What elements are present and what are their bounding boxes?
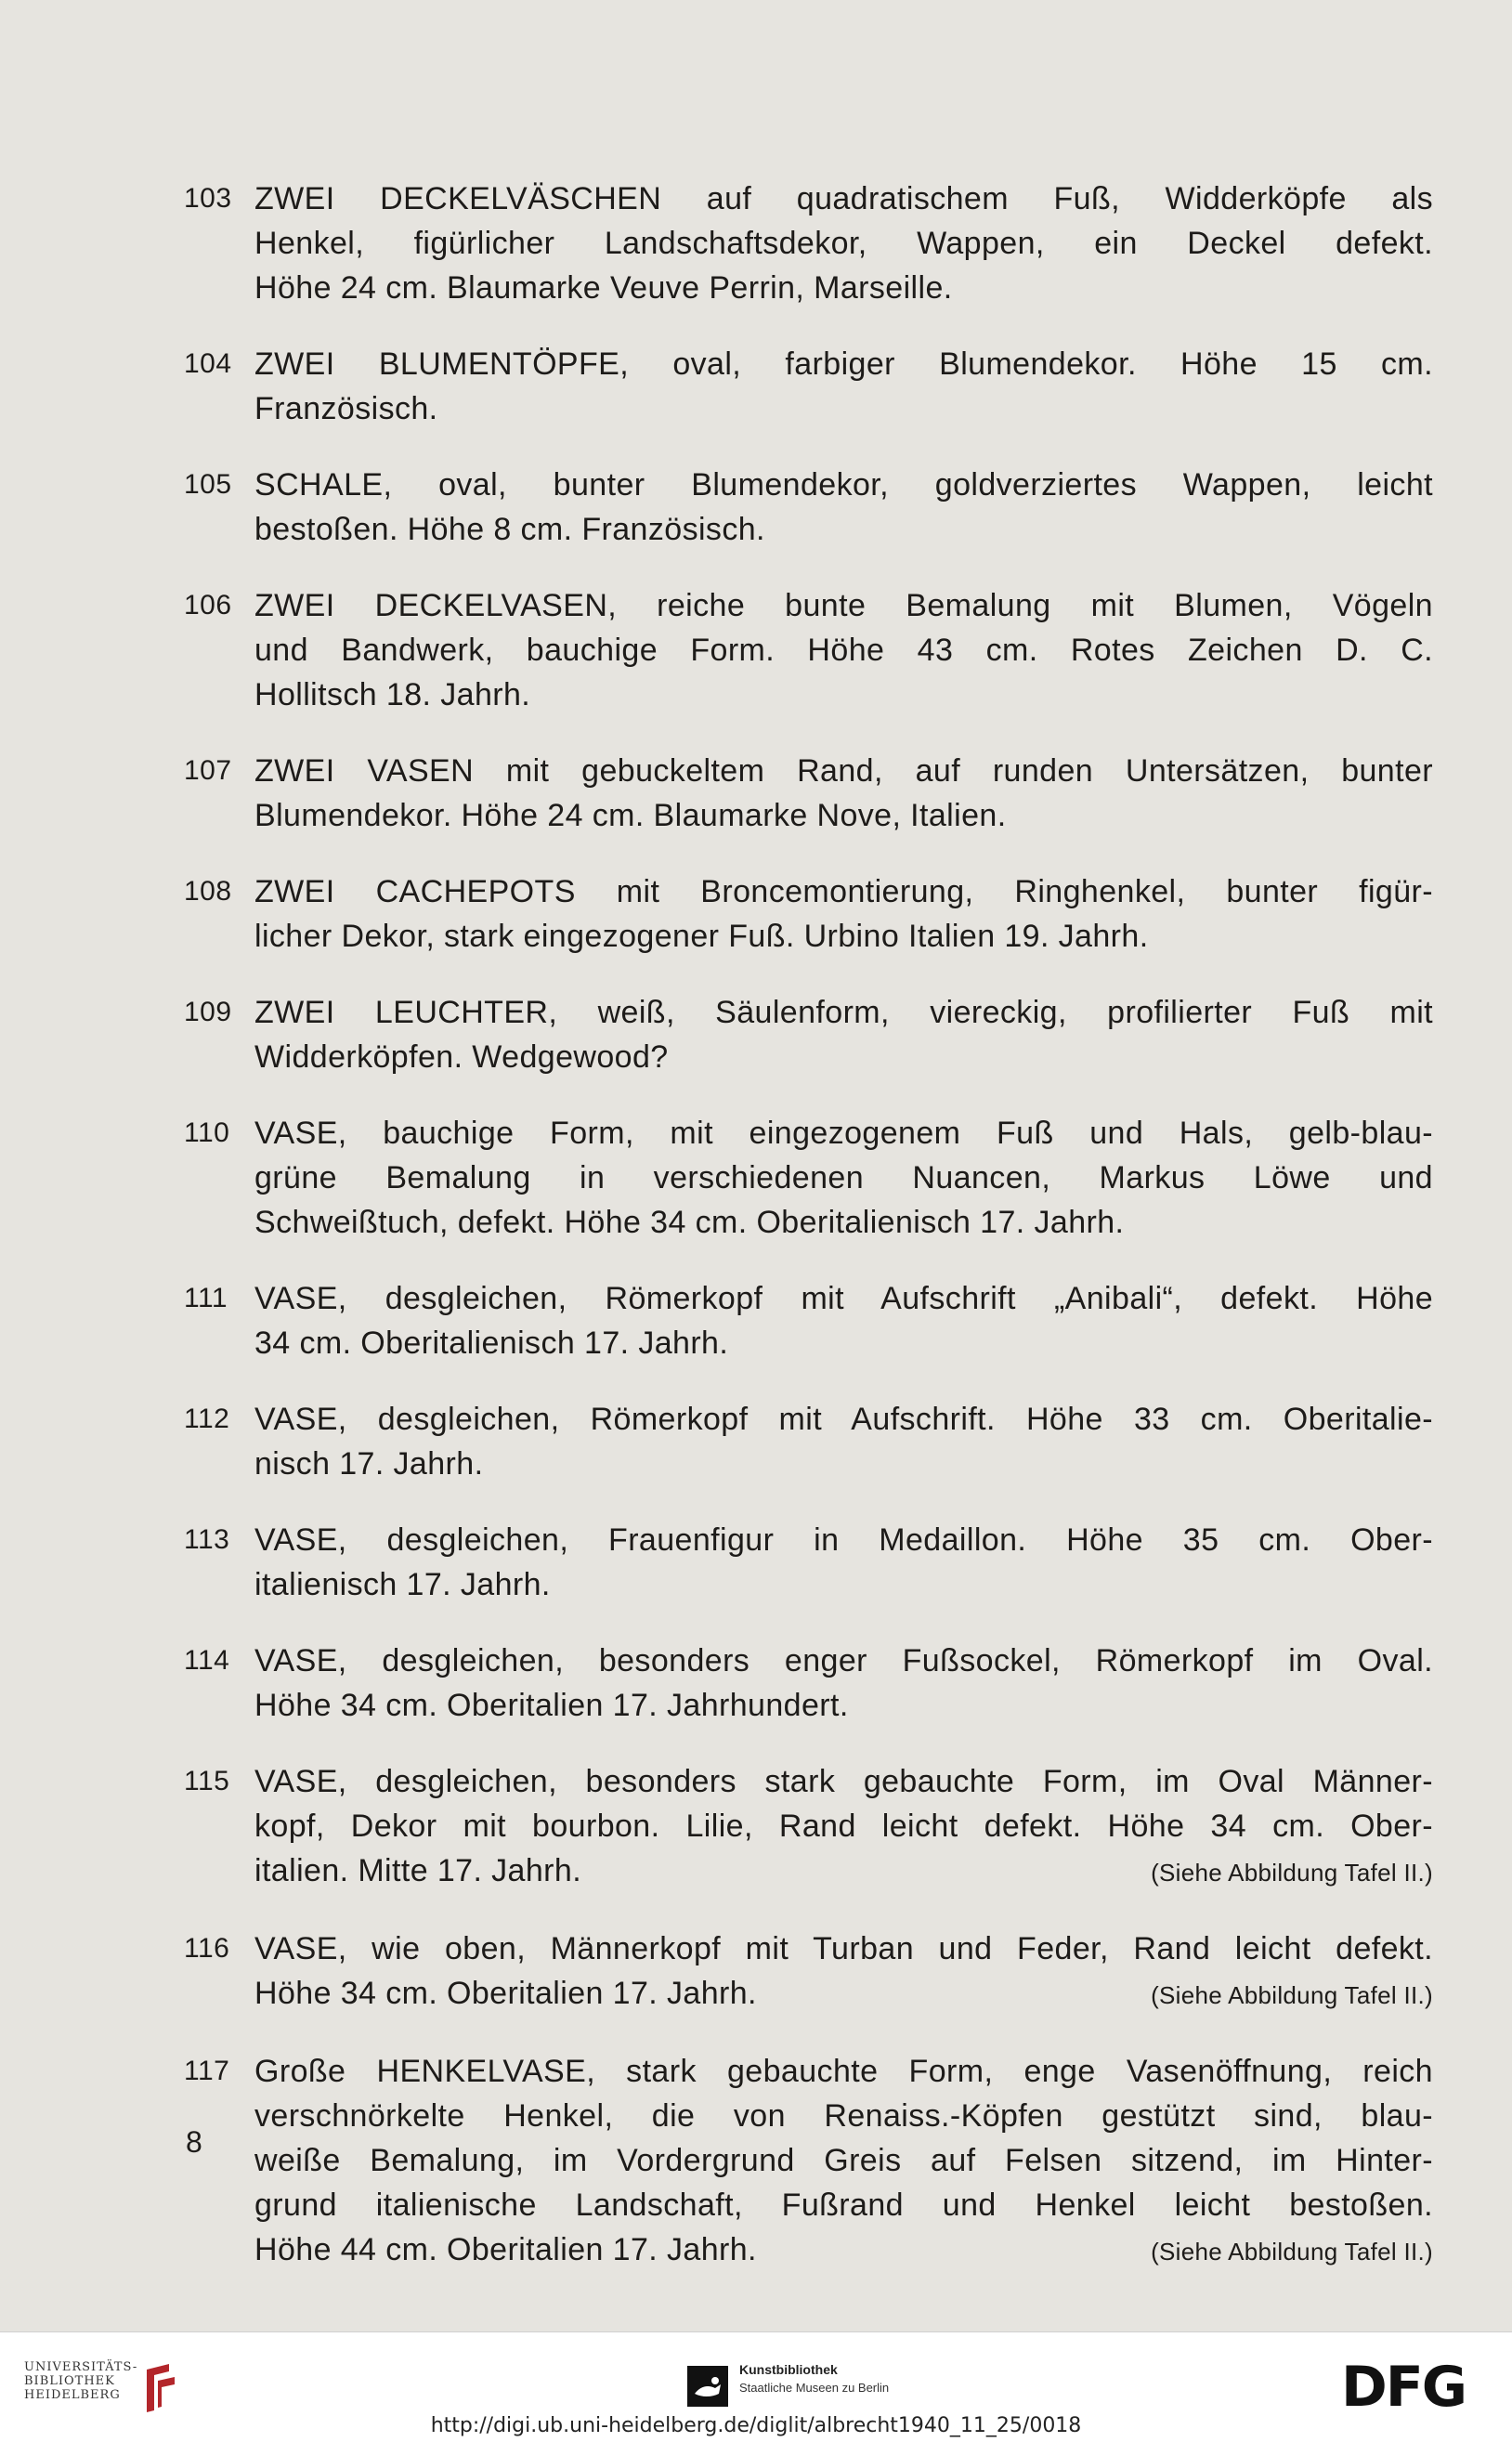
catalogue-entry xyxy=(184,1276,1433,1365)
catalogue-entry xyxy=(184,990,1433,1079)
catalogue-entry xyxy=(184,1111,1433,1245)
entry-line: VASE, desgleichen, besonders enger Fußsockel, Römerkopf im Oval. xyxy=(254,1643,1433,1678)
entry-number: 106 xyxy=(184,590,232,620)
entry-description xyxy=(254,869,1433,959)
entry-description xyxy=(254,463,1433,552)
entry-description xyxy=(254,1926,1433,2018)
entry-line: VASE, wie oben, Männerkopf mit Turban und Feder, Rand leicht defekt. xyxy=(254,1931,1433,1966)
entry-line: Große HENKELVASE, stark gebauchte Form, enge Vasenöffnung, reich xyxy=(254,2054,1433,2089)
university-name: UNIVERSITÄTS- BIBLIOTHEK HEIDELBERG xyxy=(24,2360,138,2402)
catalogue-entries xyxy=(184,176,1433,2305)
entry-line: ZWEI CACHEPOTS mit Broncemontierung, Ringhenkel, bunter figür- xyxy=(254,874,1433,909)
kunstbibliothek-icon xyxy=(687,2366,728,2407)
page-number: 8 xyxy=(186,2125,202,2159)
catalogue-entry xyxy=(184,1639,1433,1728)
entry-line: licher Dekor, stark eingezogener Fuß. Urbino Italien 19. Jahrh. xyxy=(254,919,1149,954)
kunstbibliothek-title: Kunstbibliothek xyxy=(739,2362,838,2377)
catalogue-entry xyxy=(184,2049,1433,2274)
entry-line: Französisch. xyxy=(254,391,438,426)
entry-description xyxy=(254,1397,1433,1486)
kunstbibliothek-logo[interactable] xyxy=(687,2353,984,2409)
university-crest-icon xyxy=(137,2360,178,2416)
entry-line: SCHALE, oval, bunter Blumendekor, goldverziertes Wappen, leicht xyxy=(254,467,1433,503)
entry-line: kopf, Dekor mit bourbon. Lilie, Rand leicht defekt. Höhe 34 cm. Ober- xyxy=(254,1809,1433,1844)
catalogue-entry xyxy=(184,583,1433,717)
entry-line: VASE, bauchige Form, mit eingezogenem Fuß und Hals, gelb-blau- xyxy=(254,1116,1433,1151)
entry-number: 113 xyxy=(184,1524,230,1555)
entry-description xyxy=(254,176,1433,310)
entry-description xyxy=(254,1518,1433,1607)
catalogue-entry xyxy=(184,1759,1433,1895)
catalogue-entry xyxy=(184,869,1433,959)
entry-number: 109 xyxy=(184,997,232,1027)
entry-line: Schweißtuch, defekt. Höhe 34 cm. Oberitalienisch 17. Jahrh. xyxy=(254,1205,1125,1240)
entry-line: weiße Bemalung, im Vordergrund Greis auf Felsen sitzend, im Hinter- xyxy=(254,2143,1433,2178)
entry-number: 110 xyxy=(184,1117,230,1148)
entry-line xyxy=(254,1848,1433,1895)
entry-line: VASE, desgleichen, besonders stark gebauchte Form, im Oval Männer- xyxy=(254,1764,1433,1799)
entry-number: 114 xyxy=(184,1645,230,1676)
entry-number: 104 xyxy=(184,348,232,379)
entry-description xyxy=(254,2049,1433,2274)
entry-line: und Bandwerk, bauchige Form. Höhe 43 cm. Rotes Zeichen D. C. xyxy=(254,633,1433,668)
entry-line: VASE, desgleichen, Römerkopf mit Aufschrift. Höhe 33 cm. Oberitalie- xyxy=(254,1402,1433,1437)
entry-description xyxy=(254,749,1433,838)
entry-line: Widderköpfen. Wedgewood? xyxy=(254,1039,669,1075)
university-library-logo[interactable] xyxy=(24,2360,210,2416)
source-url[interactable]: http://digi.ub.uni-heidelberg.de/diglit/albrecht1940_11_25/0018 xyxy=(430,2414,1082,2437)
entry-line-text: italien. Mitte 17. Jahrh. xyxy=(254,1853,582,1888)
entry-description xyxy=(254,342,1433,431)
entry-line: bestoßen. Höhe 8 cm. Französisch. xyxy=(254,512,765,547)
entry-description xyxy=(254,1759,1433,1895)
entry-line: verschnörkelte Henkel, die von Renaiss.-Köpfen gestützt sind, blau- xyxy=(254,2098,1433,2134)
dfg-logo[interactable]: DFG xyxy=(1341,2355,1466,2420)
entry-line-text: Höhe 34 cm. Oberitalien 17. Jahrh. xyxy=(254,1976,757,2011)
entry-line: Henkel, figürlicher Landschaftsdekor, Wappen, ein Deckel defekt. xyxy=(254,226,1433,261)
kunstbibliothek-subtitle: Staatliche Museen zu Berlin xyxy=(739,2381,890,2395)
entry-description xyxy=(254,1111,1433,1245)
entry-number: 116 xyxy=(184,1933,230,1964)
entry-line: 34 cm. Oberitalienisch 17. Jahrh. xyxy=(254,1325,729,1361)
entry-line: Blumendekor. Höhe 24 cm. Blaumarke Nove, Italien. xyxy=(254,798,1007,833)
entry-line: ZWEI LEUCHTER, weiß, Säulenform, viereckig, profilierter Fuß mit xyxy=(254,995,1433,1030)
entry-number: 112 xyxy=(184,1404,230,1434)
catalogue-entry xyxy=(184,176,1433,310)
entry-line xyxy=(254,1971,1433,2018)
plate-reference: (Siehe Abbildung Tafel II.) xyxy=(1151,1981,1433,2009)
catalogue-entry xyxy=(184,463,1433,552)
entry-number: 117 xyxy=(184,2056,230,2086)
plate-reference: (Siehe Abbildung Tafel II.) xyxy=(1151,1859,1433,1887)
entry-number: 115 xyxy=(184,1766,230,1796)
entry-description xyxy=(254,990,1433,1079)
catalogue-entry xyxy=(184,1926,1433,2018)
entry-line: italienisch 17. Jahrh. xyxy=(254,1567,551,1602)
entry-description xyxy=(254,583,1433,717)
entry-number: 111 xyxy=(184,1283,228,1313)
entry-line xyxy=(254,2227,1433,2274)
catalogue-entry xyxy=(184,1518,1433,1607)
entry-number: 107 xyxy=(184,755,232,786)
entry-line: ZWEI DECKELVASEN, reiche bunte Bemalung mit Blumen, Vögeln xyxy=(254,588,1433,623)
entry-line: ZWEI VASEN mit gebuckeltem Rand, auf runden Untersätzen, bunter xyxy=(254,753,1433,789)
entry-line: grund italienische Landschaft, Fußrand und Henkel leicht bestoßen. xyxy=(254,2187,1433,2223)
entry-number: 108 xyxy=(184,876,232,907)
entry-line: Höhe 24 cm. Blaumarke Veuve Perrin, Marseille. xyxy=(254,270,953,306)
catalogue-entry xyxy=(184,1397,1433,1486)
entry-line: VASE, desgleichen, Frauenfigur in Medaillon. Höhe 35 cm. Ober- xyxy=(254,1522,1433,1558)
catalogue-entry xyxy=(184,342,1433,431)
entry-number: 103 xyxy=(184,183,232,214)
entry-line: ZWEI DECKELVÄSCHEN auf quadratischem Fuß, Widderköpfe als xyxy=(254,181,1433,216)
entry-line: Höhe 34 cm. Oberitalien 17. Jahrhundert. xyxy=(254,1688,849,1723)
plate-reference: (Siehe Abbildung Tafel II.) xyxy=(1151,2238,1433,2266)
entry-line: nisch 17. Jahrh. xyxy=(254,1446,484,1482)
entry-line-text: Höhe 44 cm. Oberitalien 17. Jahrh. xyxy=(254,2232,757,2267)
entry-number: 105 xyxy=(184,469,232,500)
entry-line: ZWEI BLUMENTÖPFE, oval, farbiger Blumendekor. Höhe 15 cm. xyxy=(254,346,1433,382)
entry-description xyxy=(254,1639,1433,1728)
catalogue-entry xyxy=(184,749,1433,838)
entry-line: grüne Bemalung in verschiedenen Nuancen, Markus Löwe und xyxy=(254,1160,1433,1195)
entry-description xyxy=(254,1276,1433,1365)
entry-line: VASE, desgleichen, Römerkopf mit Aufschrift „Anibali“, defekt. Höhe xyxy=(254,1281,1433,1316)
entry-line: Hollitsch 18. Jahrh. xyxy=(254,677,531,712)
